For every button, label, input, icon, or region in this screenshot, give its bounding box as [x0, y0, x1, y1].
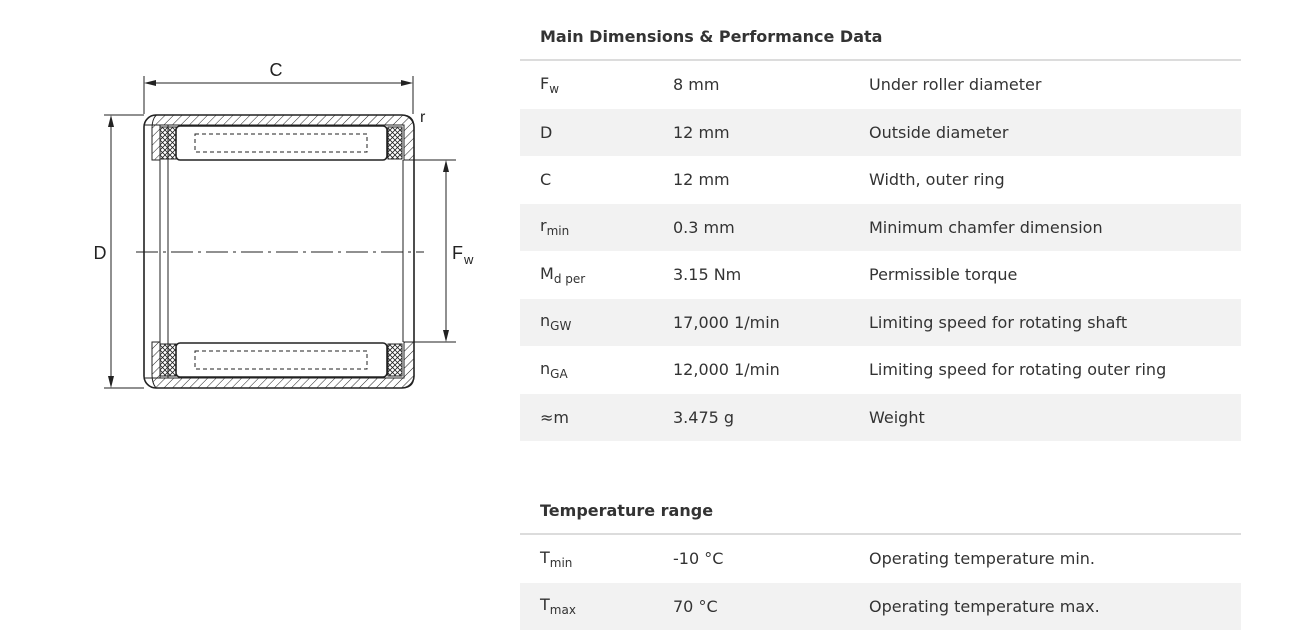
row-symbol — [520, 311, 673, 333]
row-symbol-subscript: w — [549, 81, 560, 96]
row-symbol-main: ≈m — [540, 407, 569, 427]
dimension-r-label: r — [420, 109, 426, 126]
row-value: -10 °C — [673, 549, 724, 569]
row-description: Permissible torque — [869, 265, 1018, 285]
table-row — [520, 394, 1241, 442]
row-value: 0.3 mm — [673, 217, 735, 237]
bearing-roller-bottom — [160, 343, 402, 377]
row-symbol-subscript: max — [549, 603, 576, 618]
row-symbol-subscript: min — [546, 224, 570, 239]
row-symbol-subscript: min — [549, 555, 573, 570]
row-symbol-main: F — [540, 73, 550, 93]
row-description: Limiting speed for rotating shaft — [869, 312, 1128, 332]
main-dimensions-table — [520, 61, 1241, 441]
table-row — [520, 535, 1241, 583]
row-symbol — [520, 408, 673, 427]
row-symbol-main: D — [540, 122, 553, 142]
specification-tables — [520, 0, 1241, 630]
row-description: Outside diameter — [869, 122, 1009, 142]
row-value: 12,000 1/min — [673, 360, 780, 380]
row-symbol — [520, 216, 673, 238]
row-description: Operating temperature max. — [869, 596, 1100, 616]
temperature-range-title: Temperature range — [520, 473, 1241, 535]
table-row — [520, 251, 1241, 299]
main-dimensions-title: Main Dimensions & Performance Data — [520, 0, 1241, 61]
row-symbol-main: n — [540, 358, 551, 378]
table-row — [520, 346, 1241, 394]
row-symbol-subscript: d per — [553, 271, 586, 286]
row-symbol-main: T — [540, 595, 550, 615]
row-symbol-main: M — [540, 263, 554, 283]
row-symbol-subscript: GA — [550, 366, 568, 381]
row-symbol — [520, 359, 673, 381]
table-row — [520, 299, 1241, 347]
row-symbol — [520, 74, 673, 96]
temperature-range-table — [520, 535, 1241, 630]
row-value: 12 mm — [673, 170, 730, 190]
row-value: 70 °C — [673, 596, 718, 616]
row-description: Under roller diameter — [869, 75, 1042, 95]
row-value: 12 mm — [673, 122, 730, 142]
row-value: 3.475 g — [673, 407, 735, 427]
dimension-d-label: D — [93, 243, 107, 263]
bearing-roller-top — [160, 126, 402, 160]
row-description: Limiting speed for rotating outer ring — [869, 360, 1167, 380]
row-description: Width, outer ring — [869, 170, 1005, 190]
dimension-fw-sub: w — [464, 252, 474, 267]
row-symbol — [520, 595, 673, 617]
row-symbol — [520, 123, 673, 142]
row-symbol-main: C — [540, 170, 552, 190]
dimension-c — [144, 60, 413, 114]
row-description: Operating temperature min. — [869, 549, 1095, 569]
dimension-fw-label: F — [452, 243, 463, 263]
row-symbol — [520, 264, 673, 286]
row-description: Weight — [869, 407, 925, 427]
row-value: 3.15 Nm — [673, 265, 742, 285]
table-row — [520, 109, 1241, 157]
row-value: 8 mm — [673, 75, 720, 95]
bearing-technical-drawing — [80, 50, 490, 400]
row-symbol — [520, 548, 673, 570]
row-symbol-main: n — [540, 311, 551, 331]
row-symbol-subscript: GW — [550, 319, 572, 334]
row-symbol-main: r — [540, 216, 547, 236]
table-row — [520, 156, 1241, 204]
row-symbol-main: T — [540, 547, 550, 567]
row-symbol — [520, 170, 673, 189]
table-row — [520, 204, 1241, 252]
row-value: 17,000 1/min — [673, 312, 780, 332]
dimension-c-label: C — [269, 60, 283, 80]
row-description: Minimum chamfer dimension — [869, 217, 1103, 237]
table-row — [520, 583, 1241, 631]
table-row — [520, 61, 1241, 109]
